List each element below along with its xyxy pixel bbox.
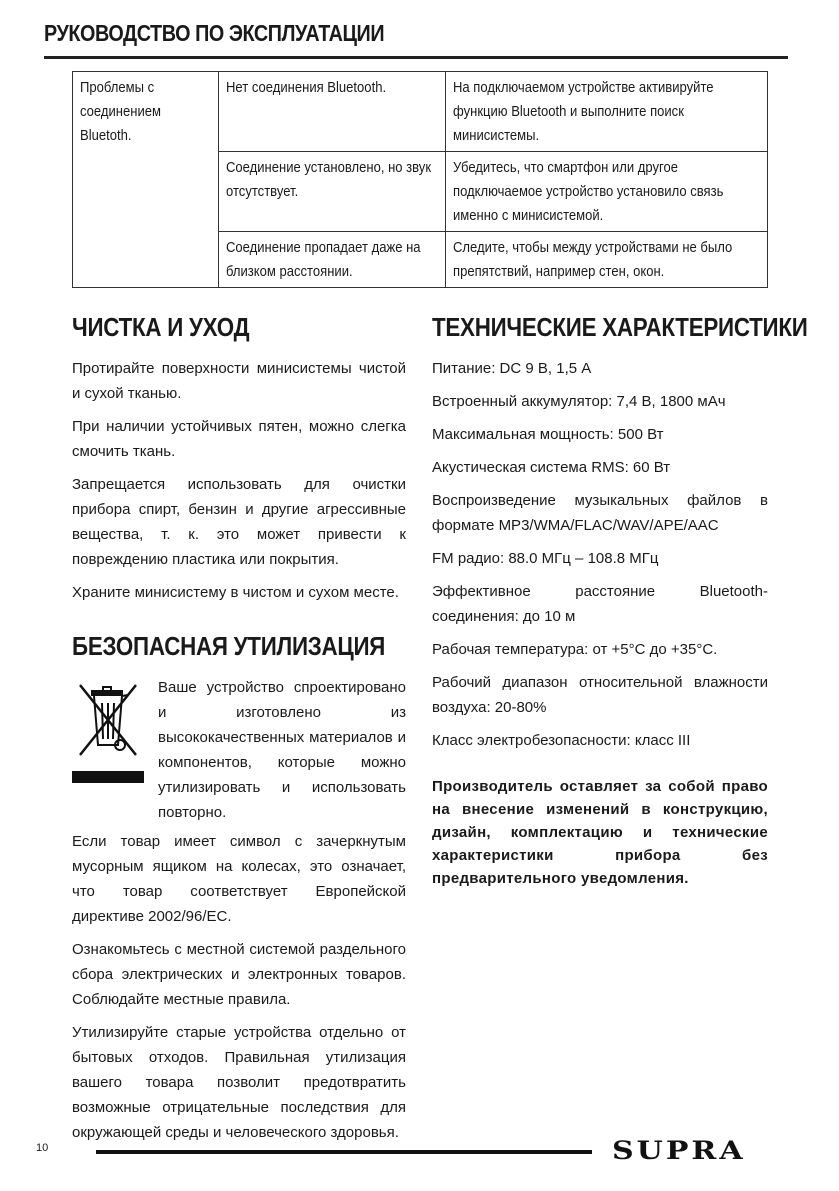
disposal-paragraph: Если товар имеет символ с зачеркнутым мусорным ящиком на колесах, это означает, что товар соответствует Европейской директиве 2002/96/EC. (72, 833, 406, 925)
problem-cell (219, 152, 446, 232)
spec-item: Акустическая система RMS: 60 Вт (432, 459, 671, 476)
solution-cell (446, 72, 768, 152)
solution-text: На подключаемом устройстве активируйте функцию Bluetooth и выполните поиск минисистемы. (453, 80, 714, 144)
solution-text: Следите, чтобы между устройствами не было препятствий, например стен, окон. (453, 240, 733, 280)
solution-cell (446, 232, 768, 288)
spec-item: Рабочая температура: от +5°C до +35°C. (432, 641, 718, 658)
manufacturer-note: Производитель оставляет за собой право на внесение изменений в конструкцию, дизайн, комплектацию и технические характеристики прибора без предварительного уведомления. (432, 778, 768, 887)
right-column (432, 310, 808, 890)
spec-item: Питание: DC 9 В, 1,5 А (432, 360, 592, 377)
crossed-out-wheelie-bin-icon (72, 679, 144, 763)
spec-item: FM радио: 88.0 МГц – 108.8 МГц (432, 550, 659, 567)
problem-text: Нет соединения Bluetooth. (226, 80, 387, 96)
brand-logo: SUPRA (612, 1136, 746, 1166)
cleaning-paragraph: Запрещается использовать для очистки прибора спирт, бензин и другие агрессивные вещества, т. к. это может привести к повреждению пластика или покрытия. (72, 476, 406, 568)
header-rule (44, 56, 788, 59)
spec-item: Класс электробезопасности: класс III (432, 732, 691, 749)
solution-cell (446, 152, 768, 232)
spec-item: Воспроизведение музыкальных файлов в формате MP3/WMA/FLAC/WAV/APE/AAC (432, 492, 768, 534)
problem-cell (219, 72, 446, 152)
disposal-paragraph: Утилизируйте старые устройства отдельно от бытовых отходов. Правильная утилизация вашего товара позволит предотвратить возможные отрицательные последствия для окружающей среды и человеческого здоровья. (72, 1024, 406, 1141)
bin-icon-wrap (72, 675, 158, 825)
spec-item: Эффективное расстояние Bluetooth-соединения: до 10 м (432, 583, 768, 625)
problem-text: Соединение установлено, но звук отсутствует. (226, 160, 432, 200)
spec-item: Максимальная мощность: 500 Вт (432, 426, 664, 443)
footer-rule (96, 1150, 592, 1154)
disposal-intro-block (72, 675, 406, 825)
page-number: 10 (36, 1142, 49, 1154)
cleaning-paragraph: При наличии устойчивых пятен, можно слегка смочить ткань. (72, 418, 406, 460)
disposal-heading: БЕЗОПАСНАЯ УТИЛИЗАЦИЯ (72, 631, 386, 661)
problem-cell (219, 232, 446, 288)
left-column (72, 310, 406, 1153)
page-header-title: РУКОВОДСТВО ПО ЭКСПЛУАТАЦИИ (44, 20, 385, 46)
spec-item: Рабочий диапазон относительной влажности воздуха: 20-80% (432, 674, 768, 716)
cleaning-heading: ЧИСТКА И УХОД (72, 312, 250, 342)
specs-heading: ТЕХНИЧЕСКИЕ ХАРАКТЕРИСТИКИ (432, 312, 808, 342)
spec-item: Встроенный аккумулятор: 7,4 В, 1800 мАч (432, 393, 726, 410)
black-bar (72, 771, 144, 783)
problem-text: Соединение пропадает даже на близком расстоянии. (226, 240, 421, 280)
cleaning-paragraph: Протирайте поверхности минисистемы чистой и сухой тканью. (72, 360, 406, 402)
disposal-intro: Ваше устройство спроектировано и изготовлено из высококачественных материалов и компонентов, которые можно утилизировать и использовать повторно. (158, 679, 406, 821)
troubleshooting-table (72, 71, 768, 288)
solution-text: Убедитесь, что смартфон или другое подключаемое устройство установило связь именно с минисистемой. (453, 160, 724, 224)
problem-category-cell (73, 72, 219, 288)
cleaning-paragraph: Храните минисистему в чистом и сухом месте. (72, 584, 399, 601)
table-row (73, 72, 768, 152)
disposal-paragraph: Ознакомьтесь с местной системой раздельного сбора электрических и электронных товаров. Соблюдайте местные правила. (72, 941, 406, 1008)
problem-category: Проблемы с соединением Bluetoth. (80, 80, 161, 144)
